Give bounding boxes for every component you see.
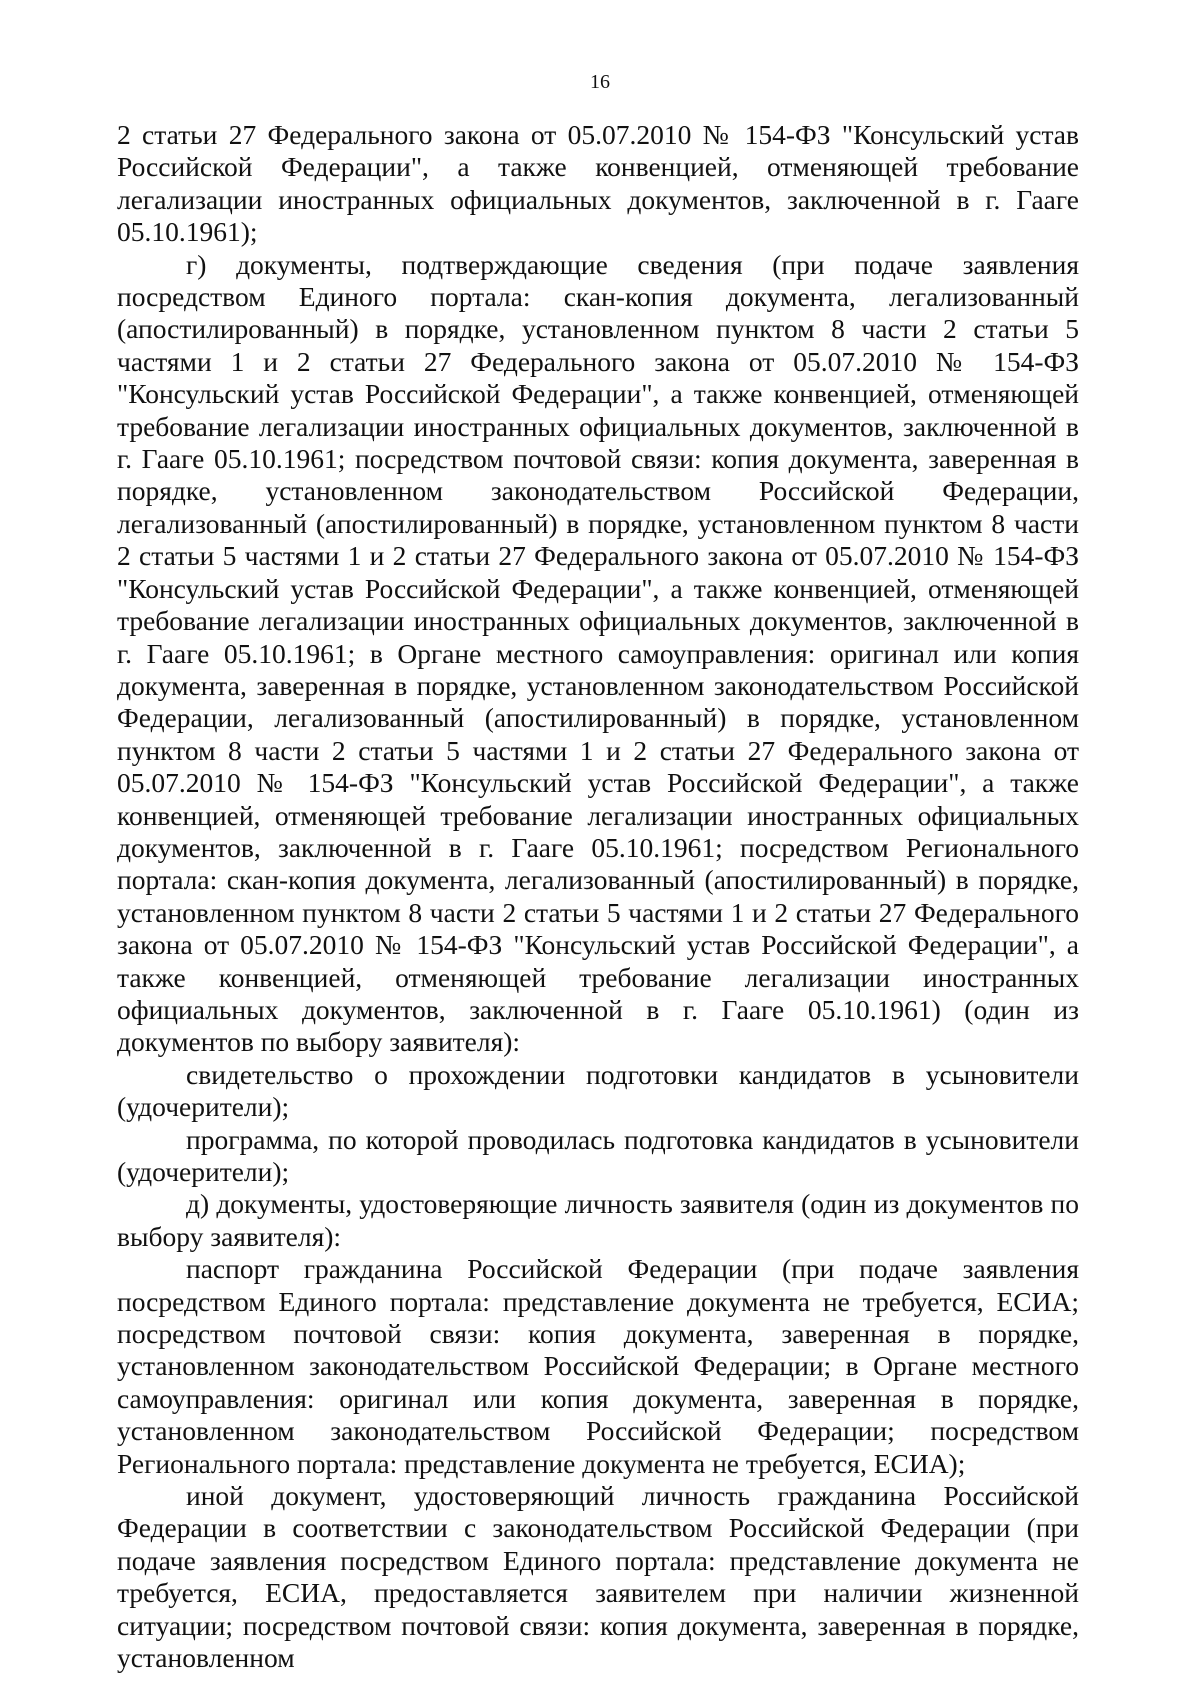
paragraph-item-g: г) документы, подтверждающие сведения (при подаче заявления посредством Единого портала: скан-копия документа, легализованный (апостилированный) в порядке, установленном пунктом 8 части 2 статьи 5 частями 1 и 2 статьи 27 Федерального закона от 05.07.2010 № 154-ФЗ "Консульский устав Российской Федерации", а также конвенцией, отменяющей требование легализации иностранных официальных документов, заключенной в г. Гааге 05.10.1961; посредством почтовой связи: копия документа, заверенная в порядке, установленном законодательством Российской Федерации, легализованный (апостилированный) в порядке, установленном пунктом 8 части 2 статьи 5 частями 1 и 2 статьи 27 Федерального закона от 05.07.2010 № 154-ФЗ "Консульский устав Российской Федерации", а также конвенцией, отменяющей требование легализации иностранных официальных документов, заключенной в г. Гааге 05.10.1961; в Органе местного самоуправления: оригинал или копия документа, заверенная в порядке, установленном законодательством Российской Федерации, легализованный (апостилированный) в порядке, установленном пунктом 8 части 2 статьи 5 частями 1 и 2 статьи 27 Федерального закона от 05.07.2010 № 154-ФЗ "Консульский устав Российской Федерации", а также конвенцией, отменяющей требование легализации иностранных официальных документов, заключенной в г. Гааге 05.10.1961; посредством Регионального портала: скан-копия документа, легализованный (апостилированный) в порядке, установленном пунктом 8 части 2 статьи 5 частями 1 и 2 статьи 27 Федерального закона от 05.07.2010 № 154-ФЗ "Консульский устав Российской Федерации", а также конвенцией, отменяющей требование легализации иностранных официальных документов, заключенной в г. Гааге 05.10.1961) (один из документов по выбору заявителя):	[117, 248, 1079, 1058]
page-number: 16	[590, 71, 610, 93]
paragraph-other-document: иной документ, удостоверяющий личность гражданина Российской Федерации в соответствии с законодательством Российской Федерации (при подаче заявления посредством Единого портала: представление документа не требуется, ЕСИА, предоставляется заявителем при наличии жизненной ситуации; посредством почтовой связи: копия документа, заверенная в порядке, установленном	[117, 1480, 1079, 1674]
document-body	[117, 119, 1079, 1675]
paragraph-continuation: 2 статьи 27 Федерального закона от 05.07.2010 № 154-ФЗ "Консульский устав Российской Федерации", а также конвенцией, отменяющей требование легализации иностранных официальных документов, заключенной в г. Гааге 05.10.1961);	[117, 119, 1079, 248]
paragraph-passport: паспорт гражданина Российской Федерации (при подаче заявления посредством Единого портала: представление документа не требуется, ЕСИА; посредством почтовой связи: копия документа, заверенная в порядке, установленном законодательством Российской Федерации; в Органе местного самоуправления: оригинал или копия документа, заверенная в порядке, установленном законодательством Российской Федерации; посредством Регионального портала: представление документа не требуется, ЕСИА);	[117, 1253, 1079, 1479]
paragraph-program: программа, по которой проводилась подготовка кандидатов в усыновители (удочерители);	[117, 1123, 1079, 1187]
paragraph-item-d: д) документы, удостоверяющие личность заявителя (один из документов по выбору заявителя):	[117, 1188, 1079, 1252]
paragraph-certificate: свидетельство о прохождении подготовки кандидатов в усыновители (удочерители);	[117, 1058, 1079, 1123]
